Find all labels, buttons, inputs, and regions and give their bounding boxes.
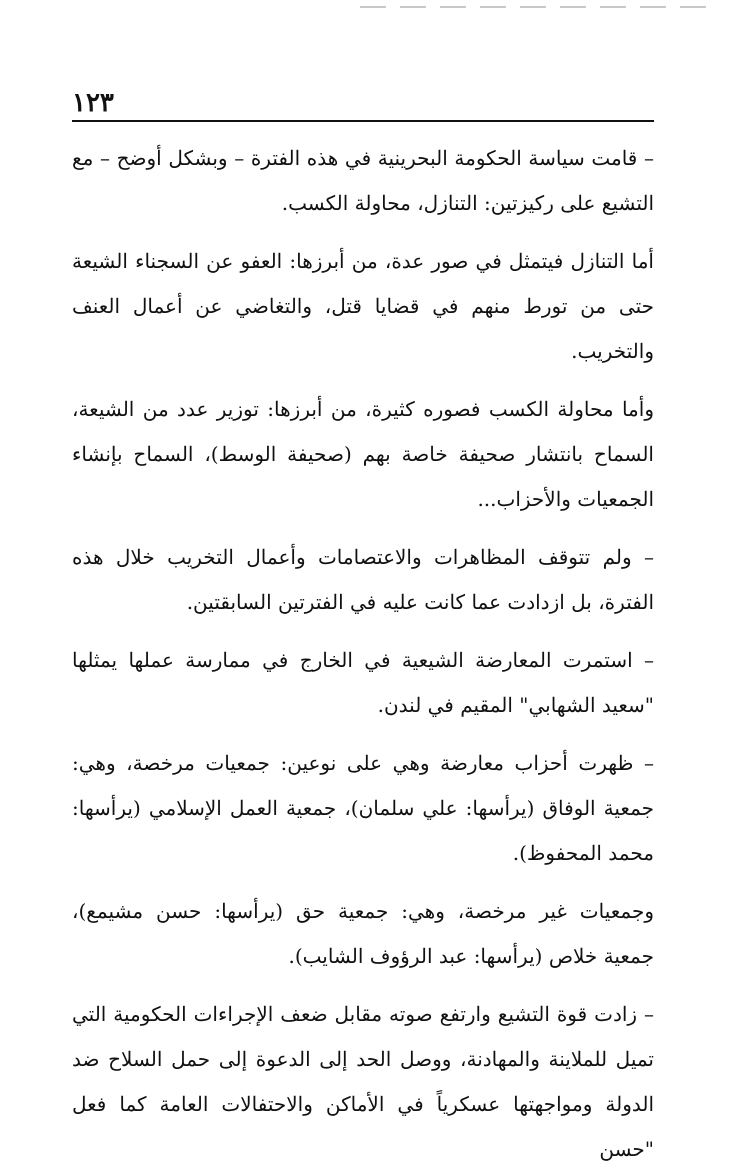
paragraph: – استمرت المعارضة الشيعية في الخارج في ممارسة عملها يمثلها "سعيد الشهابي" المقيم في لندن. bbox=[72, 648, 654, 717]
paragraph: وجمعيات غير مرخصة، وهي: جمعية حق (يرأسها: حسن مشيمع)، جمعية خلاص (يرأسها: عبد الرؤوف الشايب). bbox=[72, 899, 654, 968]
paragraph: أما التنازل فيتمثل في صور عدة، من أبرزها: العفو عن السجناء الشيعة حتى من تورط منهم في قضايا قتل، والتغاضي عن أعمال العنف والتخريب. bbox=[72, 249, 654, 363]
scan-mark bbox=[360, 6, 386, 8]
scan-mark bbox=[600, 6, 626, 8]
scan-mark bbox=[400, 6, 426, 8]
page-body bbox=[72, 136, 654, 1172]
scan-mark bbox=[680, 6, 706, 8]
scan-mark bbox=[560, 6, 586, 8]
header-rule bbox=[72, 120, 654, 122]
paragraph: – ظهرت أحزاب معارضة وهي على نوعين: جمعيات مرخصة، وهي: جمعية الوفاق (يرأسها: علي سلمان)، جمعية العمل الإسلامي (يرأسها: محمد المحفوظ). bbox=[72, 751, 654, 865]
scan-mark bbox=[520, 6, 546, 8]
page-number: ١٢٣ bbox=[72, 88, 114, 118]
scan-marks bbox=[360, 6, 720, 10]
scan-mark bbox=[480, 6, 506, 8]
paragraph: – ولم تتوقف المظاهرات والاعتصامات وأعمال التخريب خلال هذه الفترة، بل ازدادت عما كانت عليه في الفترتين السابقتين. bbox=[72, 545, 654, 614]
scan-mark bbox=[440, 6, 466, 8]
paragraph: – زادت قوة التشيع وارتفع صوته مقابل ضعف الإجراءات الحكومية التي تميل للملاينة والمهادنة، ووصل الحد إلى الدعوة إلى حمل السلاح ضد الدولة ومواجهتها عسكرياً في الأماكن والاحتفالات العامة كما فعل "حسن bbox=[72, 1002, 654, 1161]
paragraph: وأما محاولة الكسب فصوره كثيرة، من أبرزها: توزير عدد من الشيعة، السماح بانتشار صحيفة خاصة بهم (صحيفة الوسط)، السماح بإنشاء الجمعيات والأحزاب... bbox=[72, 397, 654, 511]
scan-mark bbox=[640, 6, 666, 8]
paragraph: – قامت سياسة الحكومة البحرينية في هذه الفترة – وبشكل أوضح – مع التشيع على ركيزتين: التنازل، محاولة الكسب. bbox=[72, 146, 654, 215]
page-header bbox=[72, 86, 654, 122]
